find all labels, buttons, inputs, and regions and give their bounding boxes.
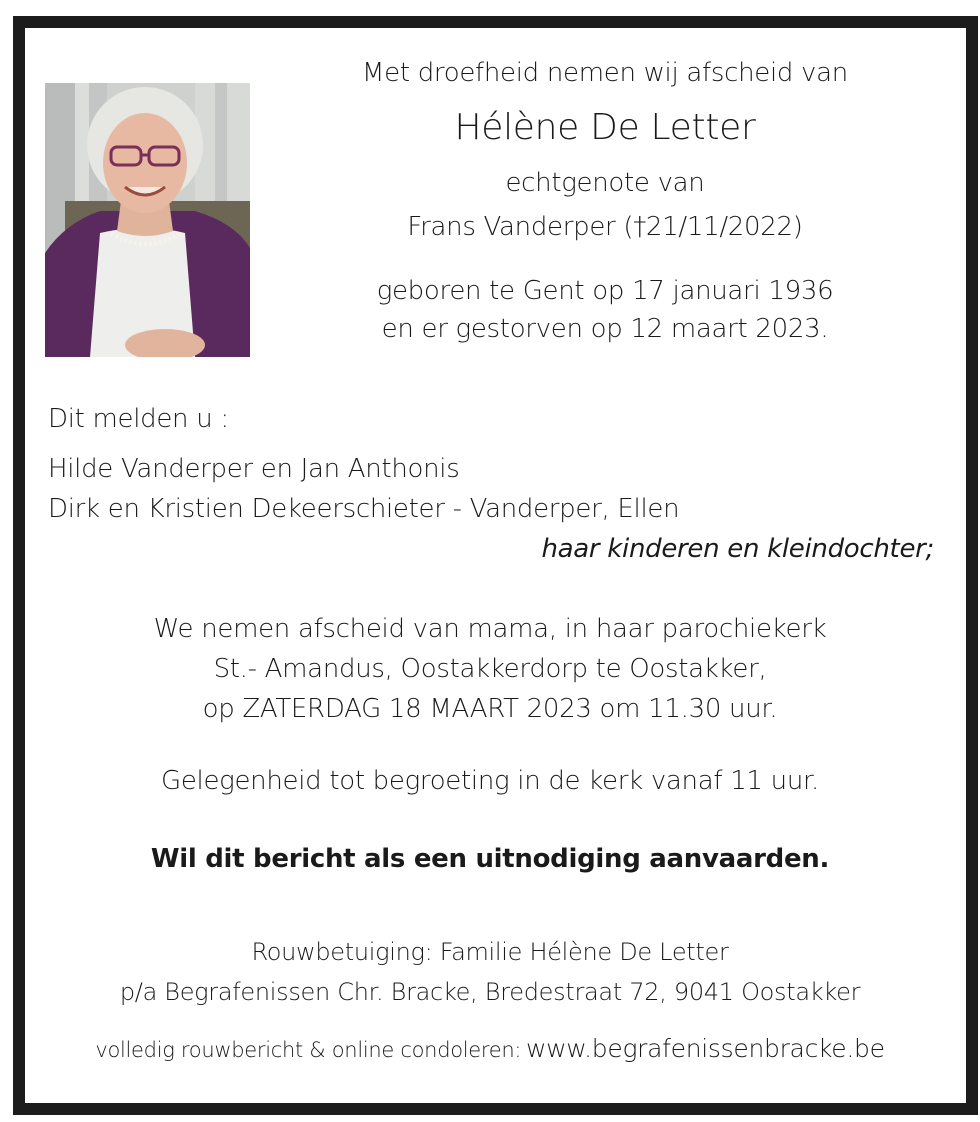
online-condolence-line [40,1034,940,1063]
ceremony-line: We nemen afscheid van mama, in haar parochiekerk [153,614,827,644]
condolence-address: Rouwbetuiging: Familie Hélène De Letter [251,938,729,966]
announcers-role: haar kinderen en kleindochter; [541,534,934,564]
death-text: en er gestorven op 12 maart 2023. [381,314,829,344]
ceremony-line: op ZATERDAG 18 MAART 2023 om 11.30 uur. [202,694,778,724]
ceremony-line: St.- Amandus, Oostakkerdorp te Oostakker, [213,654,767,684]
greeting-text: Gelegenheid tot begroeting in de kerk vanaf 11 uur. [161,766,819,796]
deceased-name: Hélène De Letter [454,107,756,148]
relation-text: echtgenote van [505,168,705,198]
announcer-line: Dirk en Kristien Dekeerschieter - Vanderper, Ellen [48,494,680,524]
invitation-text: Wil dit bericht als een uitnodiging aanvaarden. [150,844,830,874]
website-link[interactable]: www.begrafenissenbracke.be [526,1034,885,1063]
announcer-line: Hilde Vanderper en Jan Anthonis [48,454,460,484]
online-label: volledig rouwbericht & online condoleren: [95,1038,522,1062]
intro-text: Met droefheid nemen wij afscheid van [362,58,848,88]
portrait-photo [45,83,250,357]
birth-text: geboren te Gent op 17 januari 1936 [376,276,834,306]
announcers-intro: Dit melden u : [48,404,229,434]
spouse-text: Frans Vanderper (†21/11/2022) [407,212,803,242]
condolence-address: p/a Begrafenissen Chr. Bracke, Bredestraat 72, 9041 Oostakker [119,978,861,1006]
